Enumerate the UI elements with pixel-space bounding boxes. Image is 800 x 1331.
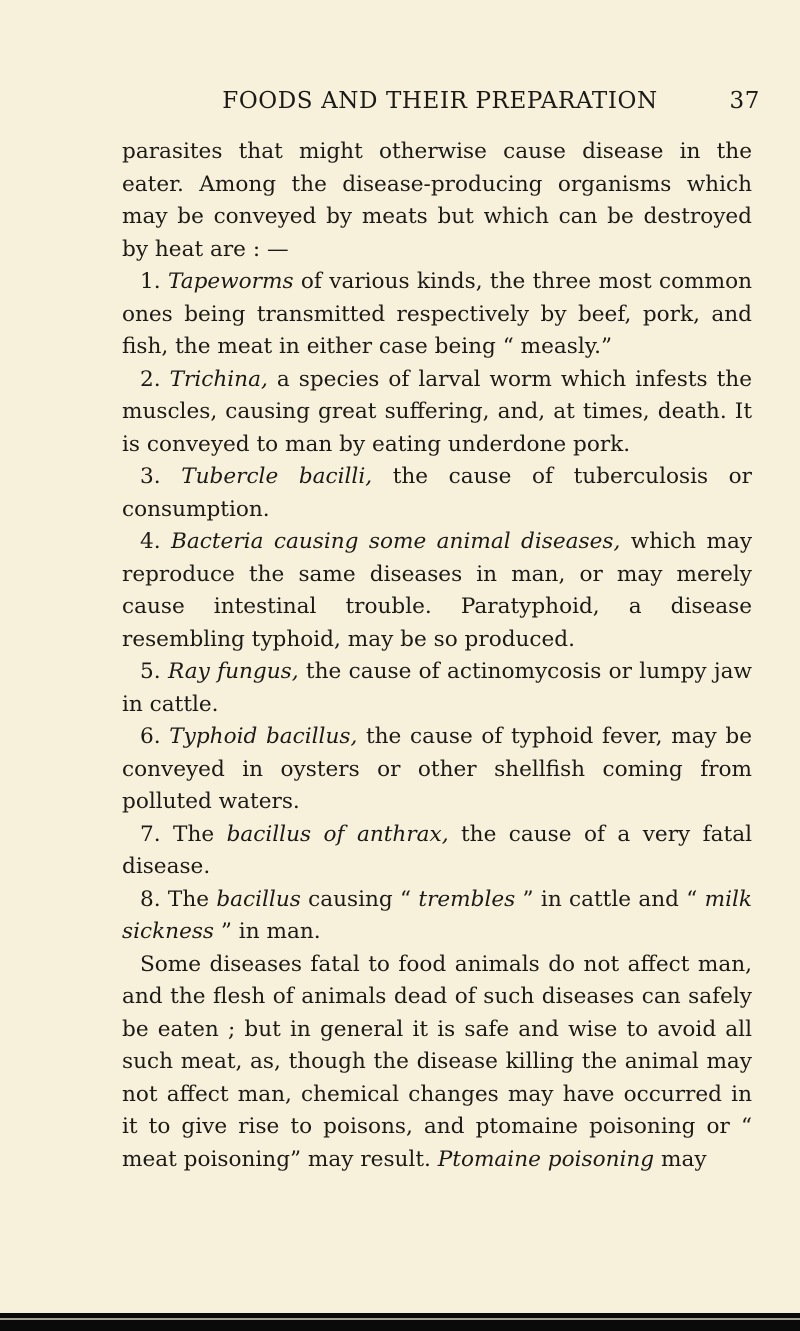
- term-bacteria: Bacteria causing some animal diseases,: [171, 529, 621, 554]
- scan-edge-line: [0, 1318, 800, 1320]
- term-tapeworms: Tapeworms: [167, 269, 294, 294]
- intro-paragraph: parasites that might otherwise cause disease in the eater. Among the disease-producing organisms which may be conveyed by meats but which can be destroyed by heat are : —: [122, 139, 752, 262]
- list-item-ray-fungus: 5. Ray fungus, the cause of actinomycosis or lumpy jaw in cattle.: [122, 659, 752, 717]
- list-item-tubercle-bacilli: 3. Tubercle bacilli, the cause of tuberculosis or consumption.: [122, 464, 752, 522]
- term-trichina: Trichina,: [169, 366, 268, 392]
- term-milk-sickness: milk sickness: [122, 886, 752, 944]
- term-typhoid-bacillus: Typhoid bacillus,: [169, 724, 358, 749]
- term-ptomaine-poisoning: Ptomaine poisoning: [437, 1146, 655, 1172]
- term-ray-fungus: Ray fungus,: [167, 659, 299, 684]
- list-item-trembles: 8. The bacillus causing “ trembles ” in cattle and “ milk sickness ” in man.: [122, 886, 752, 944]
- body-text: [122, 136, 752, 1176]
- term-anthrax: bacillus of anthrax,: [226, 821, 449, 847]
- running-head: FOODS AND THEIR PREPARATION: [222, 88, 658, 114]
- page-number: 37: [729, 88, 760, 114]
- term-tubercle-bacilli: Tubercle bacilli,: [181, 464, 373, 489]
- list-item-tapeworms: 1. Tapeworms of various kinds, the three most common ones being transmitted respectively by beef, pork, and fish, the meat in either case being “ measly.”: [122, 269, 752, 359]
- list-item-typhoid-bacillus: 6. Typhoid bacillus, the cause of typhoid fever, may be conveyed in oysters or other shellfish coming from polluted waters.: [122, 724, 752, 814]
- list-item-bacteria: 4. Bacteria causing some animal diseases, which may reproduce the same diseases in man, or may merely cause intestinal trouble. Paratyphoid, a disease resembling typhoid, may be so produced.: [122, 529, 753, 652]
- closing-paragraph: Some diseases fatal to food animals do not affect man, and the flesh of animals dead of such diseases can safely be eaten ; but in general it is safe and wise to avoid all such meat, as, though the disease killing the animal may not affect man, chemical changes may have occurred in it to give rise to poisons, and ptomaine poisoning or “ meat poisoning” may result. Ptomaine poisoning may: [122, 951, 752, 1172]
- list-item-anthrax: 7. The bacillus of anthrax, the cause of a very fatal disease.: [122, 821, 752, 879]
- term-trembles: trembles: [418, 886, 516, 912]
- page-header: [120, 88, 760, 120]
- scan-bottom-edge: [0, 1313, 800, 1331]
- list-item-trichina: 2. Trichina, a species of larval worm which infests the muscles, causing great suffering, and, at times, death. It is conveyed to man by eating underdone pork.: [122, 366, 752, 457]
- term-bacillus: bacillus: [216, 886, 301, 912]
